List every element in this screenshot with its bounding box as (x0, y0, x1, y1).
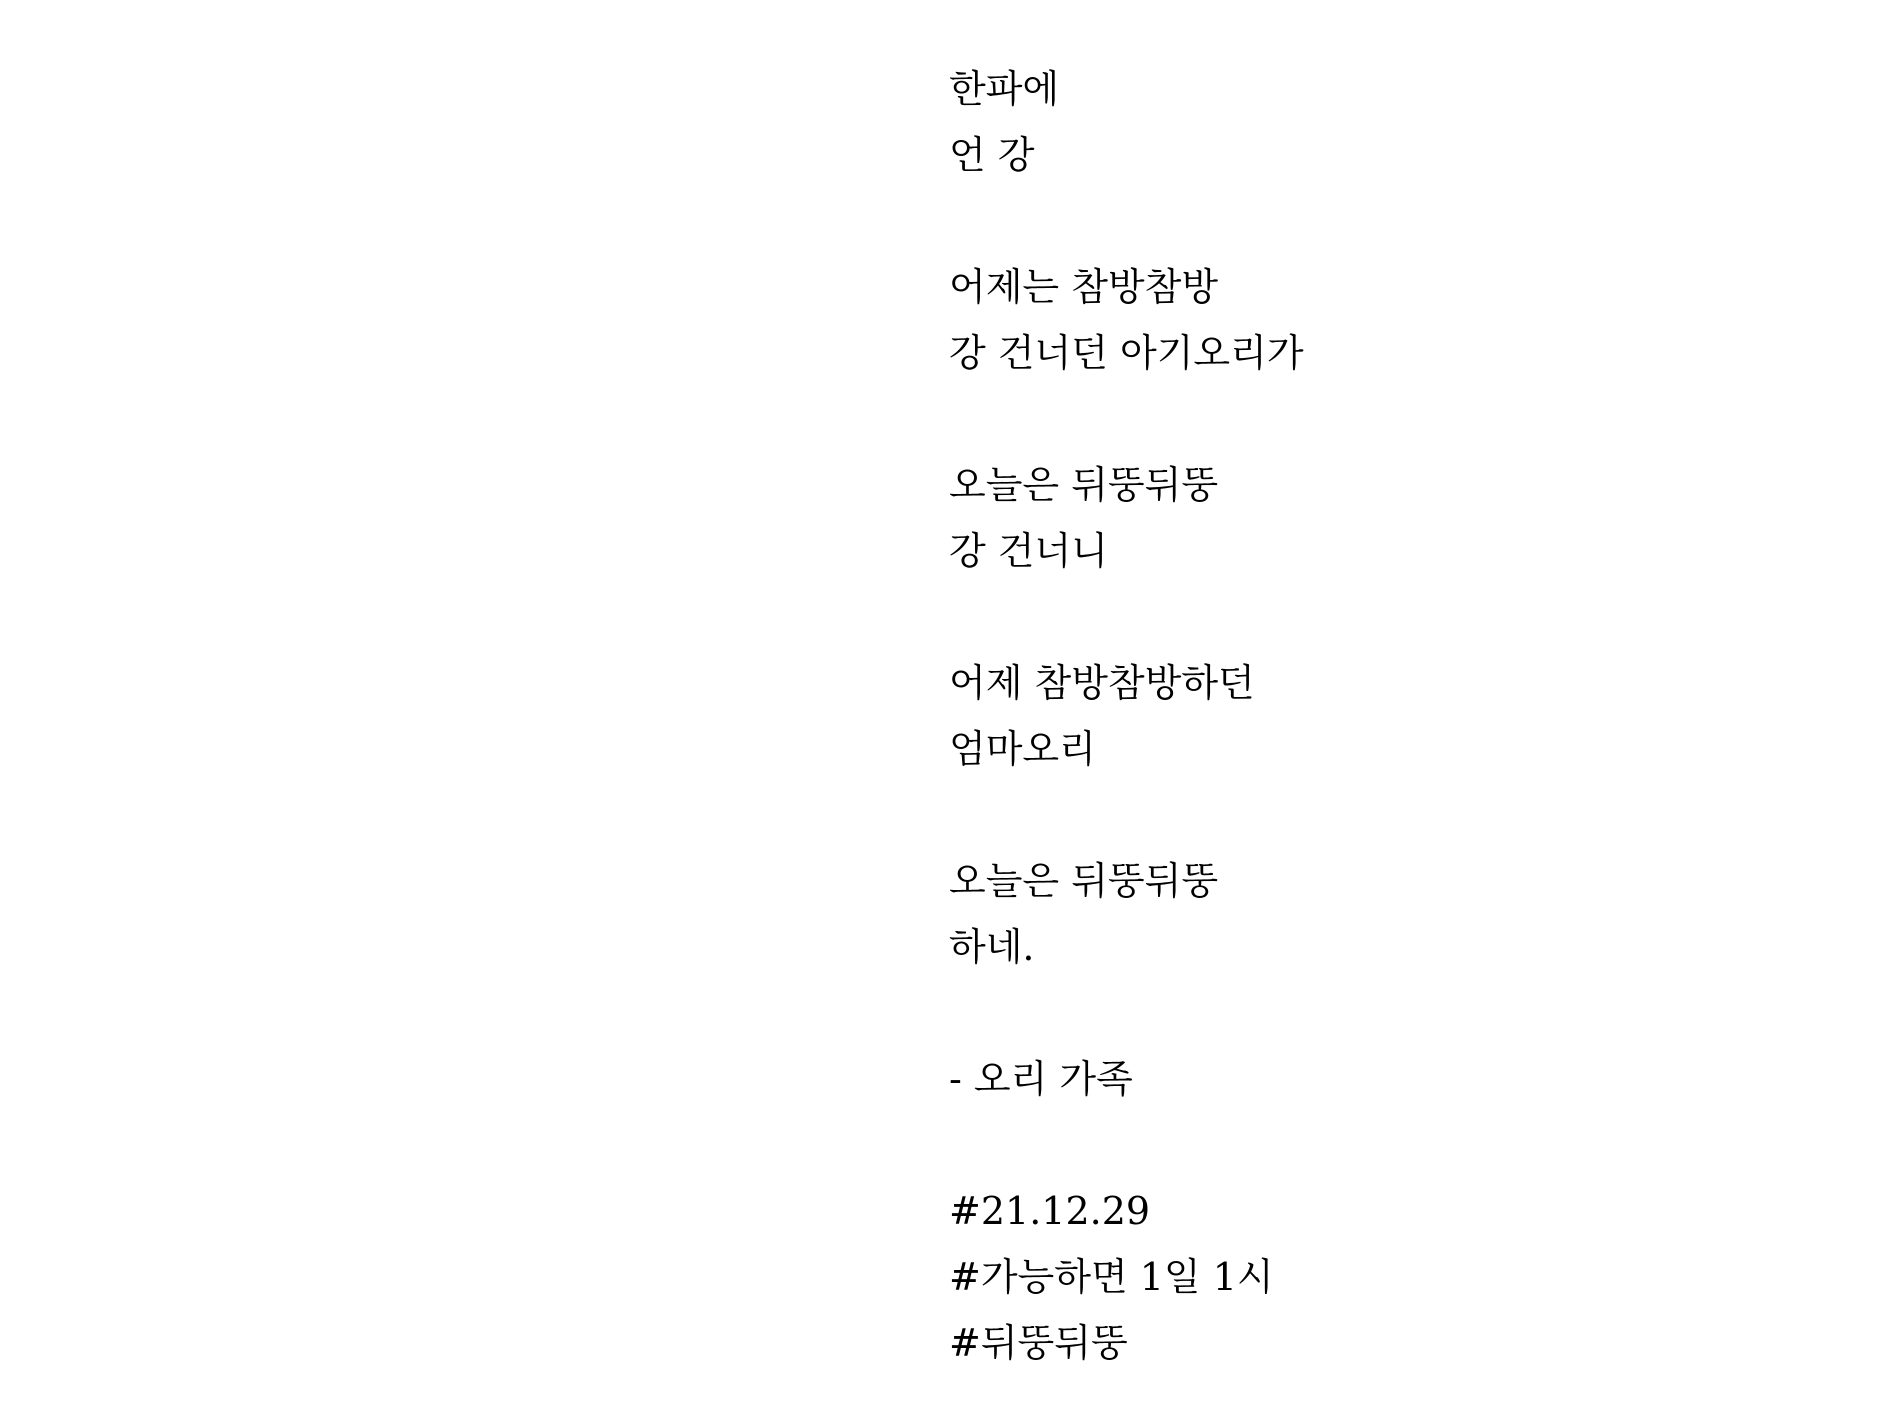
hashtag: #가능하면 1일 1시 (949, 1255, 1274, 1299)
stanza-break (949, 188, 1304, 254)
poem-line: 하네. (949, 925, 1035, 969)
hashtag: #21.12.29 (949, 1189, 1151, 1233)
poem-title-line: - 오리 가족 (949, 1057, 1133, 1101)
poem-line: 어제는 참방참방 (949, 265, 1219, 309)
stanza-break (949, 584, 1304, 650)
poem-line: 한파에 (949, 67, 1060, 111)
stanza-break (949, 386, 1304, 452)
poem-line: 어제 참방참방하던 (949, 661, 1255, 705)
hashtag: #뒤뚱뒤뚱 (949, 1321, 1128, 1365)
poem-line: 오늘은 뒤뚱뒤뚱 (949, 859, 1219, 903)
poem-line: 언 강 (949, 133, 1035, 177)
poem-line: 엄마오리 (949, 727, 1096, 771)
poem-line: 강 건너던 아기오리가 (949, 331, 1304, 375)
stanza-break (949, 782, 1304, 848)
stanza-break (949, 1112, 1304, 1178)
poem-line: 오늘은 뒤뚱뒤뚱 (949, 463, 1219, 507)
poem-text (949, 56, 1304, 1376)
stanza-break (949, 980, 1304, 1046)
poem-line: 강 건너니 (949, 529, 1108, 573)
